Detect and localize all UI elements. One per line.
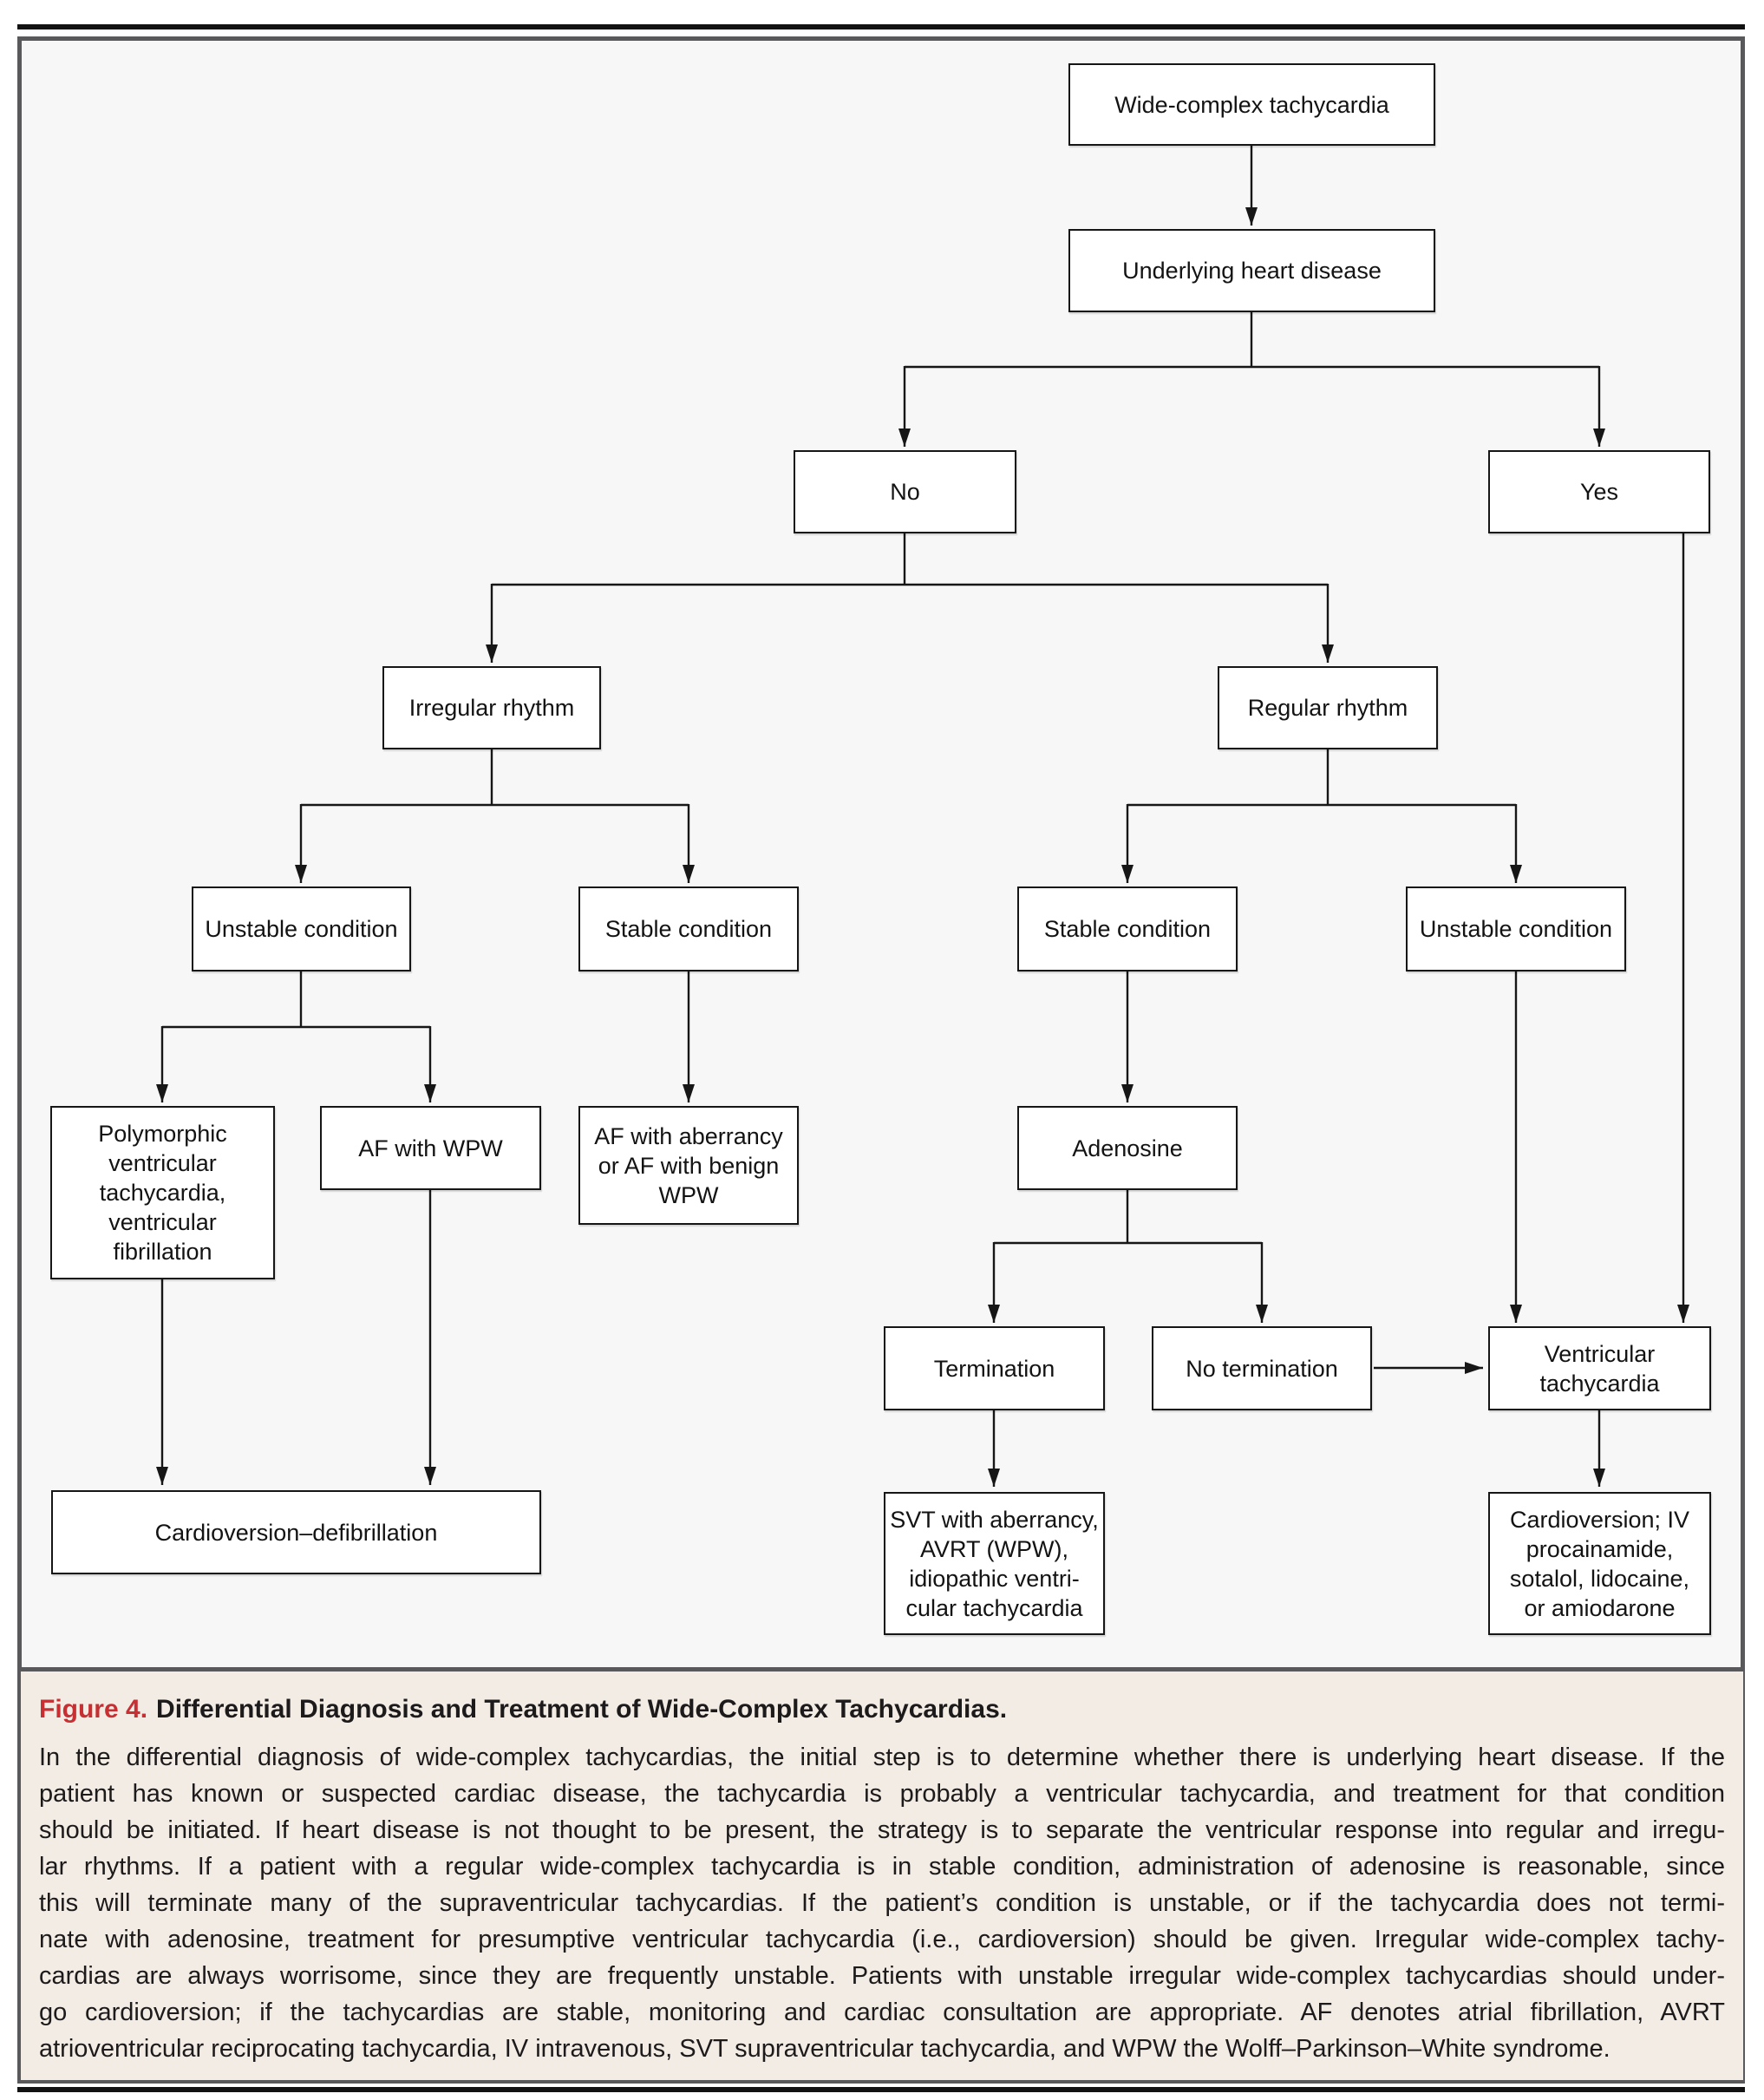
node-no: [794, 450, 1016, 533]
caption-title: [39, 1692, 1725, 1727]
node-wide-complex-tachycardia: [1068, 63, 1435, 146]
node-label: No termination: [1186, 1355, 1338, 1382]
figure-title-text: Differential Diagnosis and Treatment of Wide-Complex Tachycardias.: [156, 1695, 1008, 1724]
node-label: Unstable condition: [205, 916, 398, 942]
node-af-aberrancy-or-benign-wpw: [578, 1106, 799, 1225]
node-label: Regular rhythm: [1247, 695, 1408, 721]
node-label: AF with WPW: [358, 1135, 503, 1161]
node-label: No: [890, 479, 920, 505]
node-label: tachycardia,: [99, 1180, 226, 1206]
node-label: sotalol, lidocaine,: [1509, 1565, 1690, 1592]
node-label: Stable condition: [1043, 916, 1212, 942]
node-af-with-wpw: [320, 1106, 541, 1190]
node-adenosine: [1017, 1106, 1238, 1190]
node-label: AVRT (WPW),: [920, 1535, 1068, 1562]
node-label: ventricular: [108, 1209, 217, 1235]
node-label: WPW: [658, 1181, 719, 1208]
node-cardioversion-iv-drugs: [1488, 1492, 1711, 1635]
node-no-termination: [1152, 1326, 1372, 1410]
node-unstable-condition-irregular: [192, 886, 411, 971]
top-rule: [17, 24, 1745, 29]
node-termination: [884, 1326, 1105, 1410]
caption-line: should be initiated. If heart disease is not thought to be present, the strategy is to separate the ventricular response into regular and irregu-: [39, 1816, 1725, 1844]
node-label: SVT with aberrancy,: [890, 1506, 1099, 1533]
node-label: Termination: [933, 1355, 1055, 1382]
node-label: cular tachycardia: [905, 1594, 1083, 1621]
node-polymorphic-vt-vf: [50, 1106, 275, 1279]
caption: [21, 1667, 1743, 2080]
node-cardioversion-defibrillation: [51, 1490, 541, 1574]
node-label: Cardioversion–defibrillation: [154, 1519, 438, 1546]
caption-line: patient has known or suspected cardiac disease, the tachycardia is probably a ventricular tachycardia, and treatment for that condition: [39, 1780, 1725, 1808]
caption-line: nate with adenosine, treatment for presumptive ventricular tachycardia (i.e., cardioversion) should be given. Irregular wide-complex tachy-: [39, 1926, 1725, 1953]
node-label: Irregular rhythm: [408, 695, 575, 721]
node-stable-condition-irregular: [578, 886, 799, 971]
node-yes: [1488, 450, 1710, 533]
node-label: Cardioversion; IV: [1509, 1506, 1690, 1533]
node-label: Underlying heart disease: [1122, 258, 1382, 284]
node-label: ventricular: [108, 1150, 217, 1176]
node-label: Unstable condition: [1419, 916, 1613, 942]
node-label: procainamide,: [1526, 1535, 1674, 1562]
node-stable-condition-regular: [1017, 886, 1238, 971]
node-underlying-heart-disease: [1068, 229, 1435, 312]
caption-line: this will terminate many of the supraventricular tachycardias. If the patient’s condition is unstable, or if the tachycardia does not termi-: [39, 1889, 1725, 1917]
node-ventricular-tachycardia: [1488, 1326, 1711, 1410]
node-svt-avrt-idiopathic-vt: [884, 1492, 1105, 1635]
bottom-rule: [17, 2087, 1745, 2092]
node-irregular-rhythm: [382, 666, 601, 749]
caption-line: In the differential diagnosis of wide-complex tachycardias, the initial step is to determine whether there is underlying heart disease. If the: [39, 1743, 1725, 1771]
caption-body: [39, 1739, 1725, 2067]
node-label: fibrillation: [113, 1239, 212, 1265]
caption-line: atrioventricular reciprocating tachycardia, IV intravenous, SVT supraventricular tachycardia, and WPW the Wolff–Parkinson–White syndrome.: [39, 2035, 1610, 2063]
node-label: tachycardia: [1539, 1370, 1660, 1397]
node-unstable-condition-regular: [1406, 886, 1626, 971]
figure-label: Figure 4.: [39, 1695, 148, 1724]
node-label: or amiodarone: [1524, 1594, 1676, 1621]
node-label: Polymorphic: [98, 1121, 227, 1147]
caption-line: go cardioversion; if the tachycardias are stable, monitoring and cardiac consultation are appropriate. AF denotes atrial fibrillation, AVRT: [39, 1999, 1725, 2026]
node-label: idiopathic ventri-: [909, 1565, 1080, 1592]
caption-line: lar rhythms. If a patient with a regular wide-complex tachycardia is in stable condition, administration of adenosine is reasonable, since: [39, 1853, 1725, 1881]
node-label: or AF with benign: [598, 1152, 780, 1179]
node-regular-rhythm: [1218, 666, 1438, 749]
node-label: Wide-complex tachycardia: [1114, 91, 1389, 118]
node-label: Ventricular: [1544, 1340, 1656, 1367]
node-label: Stable condition: [604, 916, 773, 942]
node-label: Adenosine: [1072, 1135, 1183, 1161]
node-label: AF with aberrancy: [594, 1122, 783, 1149]
node-label: Yes: [1579, 479, 1619, 505]
caption-line: cardias are always worrisome, since they are frequently unstable. Patients with unstable irregular wide-complex tachycardias should under-: [39, 1962, 1725, 1990]
